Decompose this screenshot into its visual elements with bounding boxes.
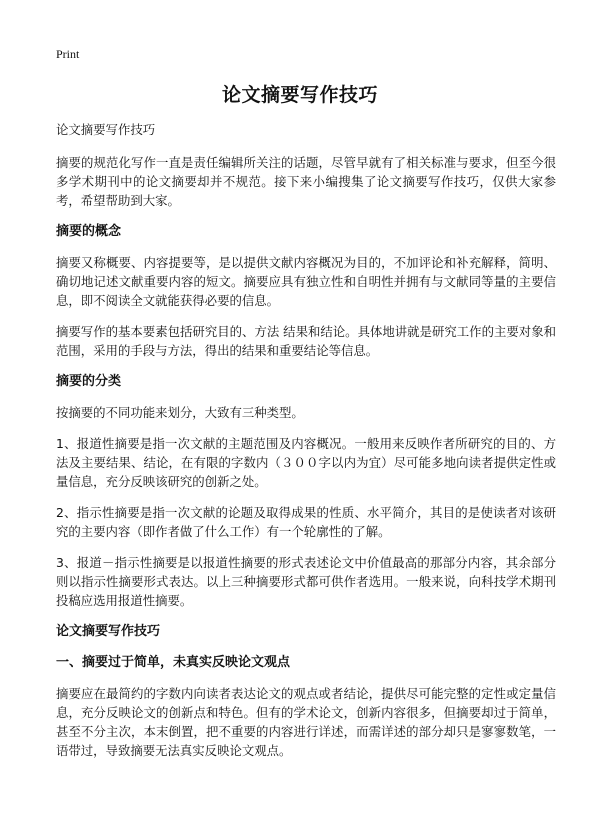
section-heading-types: 摘要的分类 (56, 374, 122, 389)
type-3-paragraph: 3、报道－指示性摘要是以报道性摘要的形式表述论文中价值最高的那部分内容，其余部分则以指示性摘要形式表达。以上三种摘要形式都可供作者选用。一般来说，向科技学术期刊投稿应选用报道性摘要。 (56, 555, 556, 608)
article-body (56, 120, 556, 772)
intro-paragraph: 摘要的规范化写作一直是责任编辑所关注的话题，尽管早就有了相关标准与要求，但至今很多学术期刊中的论文摘要却并不规范。接下来小编搜集了论文摘要写作技巧，仅供大家参考，希望帮助到大家。 (56, 155, 556, 208)
concept-paragraph-1: 摘要又称概要、内容提要等，是以提供文献内容概况为目的，不加评论和补充解释，简明、确切地记述文献重要内容的短文。摘要应具有独立性和自明性并拥有与文献同等量的主要信息，即不阅读全文就能获得必要的信息。 (56, 255, 556, 308)
subsection-heading-1: 一、摘要过于简单，未真实反映论文观点 (56, 655, 291, 670)
type-1-paragraph: 1、报道性摘要是指一次文献的主题范围及内容概况。一般用来反映作者所研究的目的、方法及主要结果、结论，在有限的字数内（３００字以内为宜）尽可能多地向读者提供定性或量信息，充分反映该研究的创新之处。 (56, 436, 556, 489)
article-subtitle: 论文摘要写作技巧 (56, 122, 156, 137)
type-2-paragraph: 2、指示性摘要是指一次文献的论题及取得成果的性质、水平简介，其目的是使读者对该研究的主要内容（即作者做了什么工作）有一个轮廓性的了解。 (56, 505, 556, 539)
types-intro-paragraph: 按摘要的不同功能来划分，大致有三种类型。 (56, 405, 304, 420)
print-link[interactable]: Print (56, 47, 80, 61)
concept-paragraph-2: 摘要写作的基本要素包括研究目的、方法 结果和结论。具体地讲就是研究工作的主要对象和范围，采用的手段与方法，得出的结果和重要结论等信息。 (56, 324, 556, 358)
page-title: 论文摘要写作技巧 (221, 84, 378, 106)
section-heading-techniques: 论文摘要写作技巧 (56, 624, 161, 639)
section-heading-concept: 摘要的概念 (56, 224, 122, 239)
technique-1-paragraph: 摘要应在最简约的字数内向读者表达论文的观点或者结论，提供尽可能完整的定性或定量信息，充分反映论文的创新点和特色。但有的学术论文，创新内容很多，但摘要却过于简单，甚至不分主次，本末倒置，把不重要的内容进行详述，而需详述的部分却只是寥寥数笔，一语带过，导致摘要无法真实反映论文观点。 (56, 686, 556, 758)
